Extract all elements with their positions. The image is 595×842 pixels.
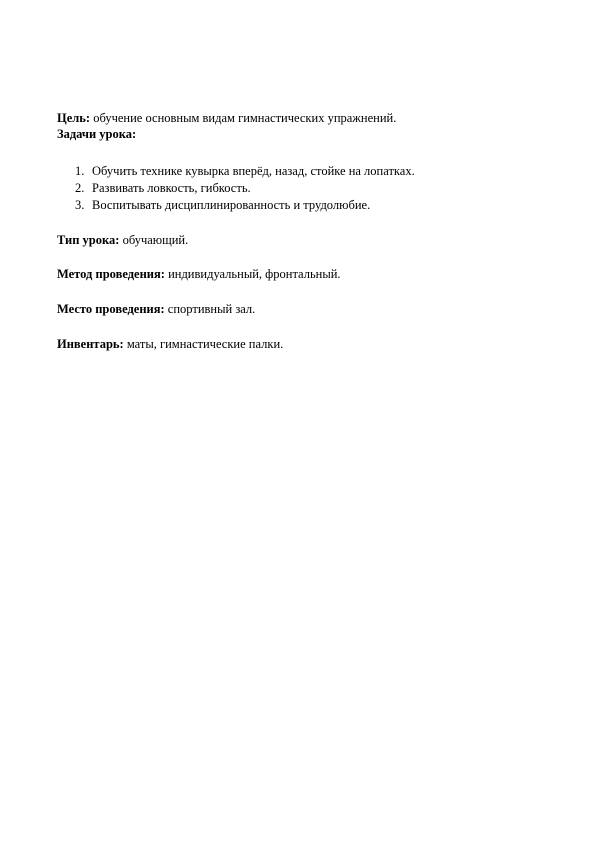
task-number: 2.: [75, 181, 85, 195]
equipment-text: маты, гимнастические палки.: [123, 337, 284, 351]
goal-label: Цель:: [57, 111, 91, 125]
lesson-type-text: обучающий.: [119, 233, 189, 247]
task-text: Воспитывать дисциплинированность и трудолюбие.: [92, 198, 371, 212]
task-text: Развивать ловкость, гибкость.: [92, 181, 251, 195]
task-text: Обучить технике кувырка вперёд, назад, стойке на лопатках.: [92, 164, 415, 178]
task-item: [75, 181, 251, 195]
tasks-heading: Задачи урока:: [57, 127, 137, 141]
lesson-type-label: Тип урока:: [57, 233, 120, 247]
method-line: [57, 267, 341, 281]
task-number: 1.: [75, 164, 85, 178]
method-text: индивидуальный, фронтальный.: [164, 267, 341, 281]
task-item: [75, 164, 415, 178]
equipment-label: Инвентарь:: [57, 337, 124, 351]
goal-text: обучение основным видам гимнастических упражнений.: [90, 111, 397, 125]
place-line: [57, 302, 255, 316]
method-label: Метод проведения:: [57, 267, 165, 281]
place-label: Место проведения:: [57, 302, 165, 316]
place-text: спортивный зал.: [164, 302, 256, 316]
lesson-type-line: [57, 233, 188, 247]
task-number: 3.: [75, 198, 85, 212]
goal-line: [57, 111, 396, 125]
equipment-line: [57, 337, 283, 351]
task-item: [75, 198, 370, 212]
